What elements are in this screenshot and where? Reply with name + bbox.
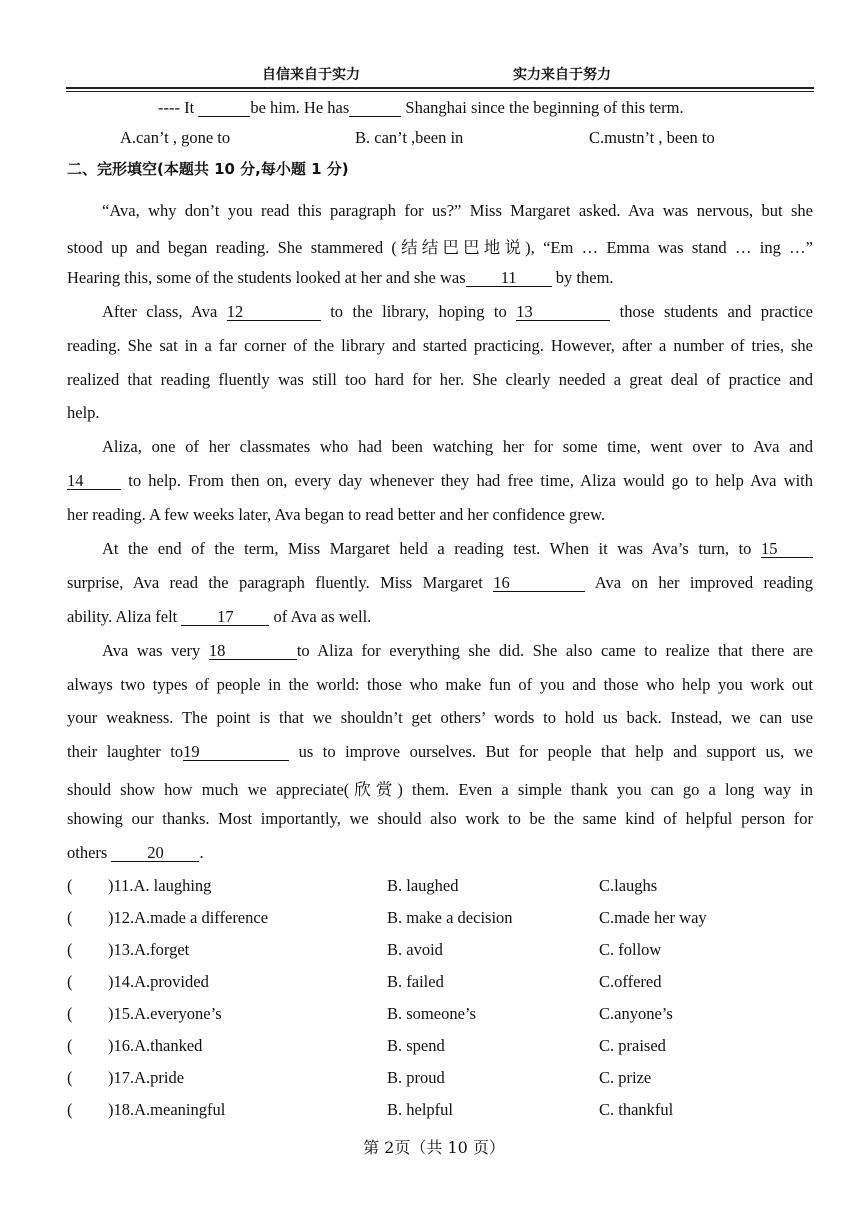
passage-line: realized that reading fluently was still too hard for her. She clearly needed a great deal of practice and	[67, 370, 813, 389]
header-rule-thin	[66, 91, 814, 92]
q13-option-c: C. follow	[599, 940, 662, 959]
passage-line	[102, 641, 813, 661]
passage-line: “Ava, why don’t you read this paragraph for us?” Miss Margaret asked. Ava was nervous, but she	[102, 201, 813, 220]
header-motto-left: 自信来自于实力	[262, 67, 360, 83]
q12-paren: (	[67, 908, 73, 927]
passage-line: stood up and began reading. She stammered (结结巴巴地说), “Em … Emma was stand … ing …”	[67, 238, 813, 257]
q13-option-a: )13.A.forget	[108, 940, 190, 959]
passage-line: always two types of people in the world: those who make fun of you and those who help you work out	[67, 675, 813, 694]
q17-paren: (	[67, 1068, 73, 1087]
text: to Aliza for everything she did. She also came to realize that there are	[296, 641, 813, 660]
q18-option-a: )18.A.meaningful	[108, 1100, 226, 1119]
passage-line: should show how much we appreciate(欣赏) them. Even a simple thank you can go a long way in	[67, 780, 813, 799]
q14-option-a: )14.A.provided	[108, 972, 209, 991]
passage-line: your weakness. The point is that we shouldn’t get others’ words to hold us back. Instead, we can use	[67, 708, 813, 727]
passage-line	[67, 573, 813, 593]
prev-option-b: B. can’t ,been in	[355, 128, 464, 147]
text: us to improve ourselves. But for people that help and support us, we	[289, 742, 813, 761]
text: Hearing this, some of the students looked at her and she was	[67, 268, 466, 287]
q13-paren: (	[67, 940, 73, 959]
passage-line: reading. She sat in a far corner of the library and started practicing. However, after a number of tries, she	[67, 336, 813, 355]
header-rule-thick	[66, 87, 814, 89]
stem-text: be him. He has	[250, 98, 350, 117]
page-footer: 第 2页（共 10 页）	[363, 1138, 505, 1157]
q15-option-a: )15.A.everyone’s	[108, 1004, 222, 1023]
text: their laughter to	[67, 742, 184, 761]
text: ability. Aliza felt	[67, 607, 182, 626]
text: surprise, Ava read the paragraph fluently. Miss Margaret	[67, 573, 494, 592]
q11-option-a: )11.A. laughing	[108, 876, 212, 895]
q17-option-b: B. proud	[387, 1068, 445, 1087]
blank-20: 20	[111, 844, 199, 862]
stem-text: ---- It	[158, 98, 199, 117]
text: After class, Ava	[102, 302, 227, 321]
q11-option-c: C.laughs	[599, 876, 658, 895]
stem-text: Shanghai since the beginning of this term.	[401, 98, 684, 117]
passage-line	[67, 471, 813, 491]
text: by them.	[551, 268, 614, 287]
blank-12: 12	[227, 303, 321, 321]
blank-13: 13	[516, 303, 610, 321]
prev-option-a: A.can’t , gone to	[120, 128, 231, 147]
answer-blank	[198, 99, 250, 117]
text: Ava was very	[102, 641, 209, 660]
text: those students and practice	[610, 302, 813, 321]
text: to the library, hoping to	[320, 302, 517, 321]
q12-option-b: B. make a decision	[387, 908, 513, 927]
q13-option-b: B. avoid	[387, 940, 443, 959]
blank-16: 16	[493, 574, 585, 592]
blank-14: 14	[67, 472, 121, 490]
q18-paren: (	[67, 1100, 73, 1119]
page-header	[0, 64, 868, 84]
q16-option-b: B. spend	[387, 1036, 445, 1055]
blank-19: 19	[183, 743, 289, 761]
q15-option-b: B. someone’s	[387, 1004, 476, 1023]
blank-15: 15	[761, 540, 813, 558]
text: to help. From then on, every day whenever they had free time, Aliza would go to help Ava with	[121, 471, 813, 490]
text: At the end of the term, Miss Margaret held a reading test. When it was Ava’s turn, to	[102, 539, 761, 558]
q11-paren: (	[67, 876, 73, 895]
q18-option-c: C. thankful	[599, 1100, 674, 1119]
q16-paren: (	[67, 1036, 73, 1055]
prev-question-stem	[158, 98, 684, 118]
passage-line	[67, 268, 614, 288]
q17-option-a: )17.A.pride	[108, 1068, 185, 1087]
q17-option-c: C. prize	[599, 1068, 652, 1087]
q14-option-b: B. failed	[387, 972, 444, 991]
passage-line	[102, 302, 813, 322]
q16-option-a: )16.A.thanked	[108, 1036, 203, 1055]
text: Ava on her improved reading	[585, 573, 813, 592]
blank-11: 11	[466, 269, 552, 287]
passage-line: showing our thanks. Most importantly, we should also work to be the same kind of helpful person for	[67, 809, 813, 828]
q12-option-c: C.made her way	[599, 908, 707, 927]
blank-18: 18	[209, 642, 297, 660]
q15-option-c: C.anyone’s	[599, 1004, 673, 1023]
blank-17: 17	[181, 608, 269, 626]
passage-line: Aliza, one of her classmates who had been watching her for some time, went over to Ava and	[102, 437, 813, 456]
section-title: 二、完形填空(本题共 10 分,每小题 1 分)	[67, 160, 349, 178]
q11-option-b: B. laughed	[387, 876, 459, 895]
q18-option-b: B. helpful	[387, 1100, 453, 1119]
answer-blank	[349, 99, 401, 117]
q12-option-a: )12.A.made a difference	[108, 908, 269, 927]
q15-paren: (	[67, 1004, 73, 1023]
header-motto-right: 实力来自于努力	[513, 67, 611, 83]
q14-option-c: C.offered	[599, 972, 662, 991]
passage-line: her reading. A few weeks later, Ava began to read better and her confidence grew.	[67, 505, 606, 524]
text: of Ava as well.	[269, 607, 372, 626]
passage-line	[67, 607, 371, 627]
q16-option-c: C. praised	[599, 1036, 666, 1055]
passage-line	[67, 843, 204, 863]
prev-option-c: C.mustn’t , been to	[589, 128, 715, 147]
text: others	[67, 843, 112, 862]
passage-line: help.	[67, 403, 100, 422]
text: .	[199, 843, 204, 862]
passage-line	[102, 539, 813, 559]
q14-paren: (	[67, 972, 73, 991]
passage-line	[67, 742, 813, 762]
